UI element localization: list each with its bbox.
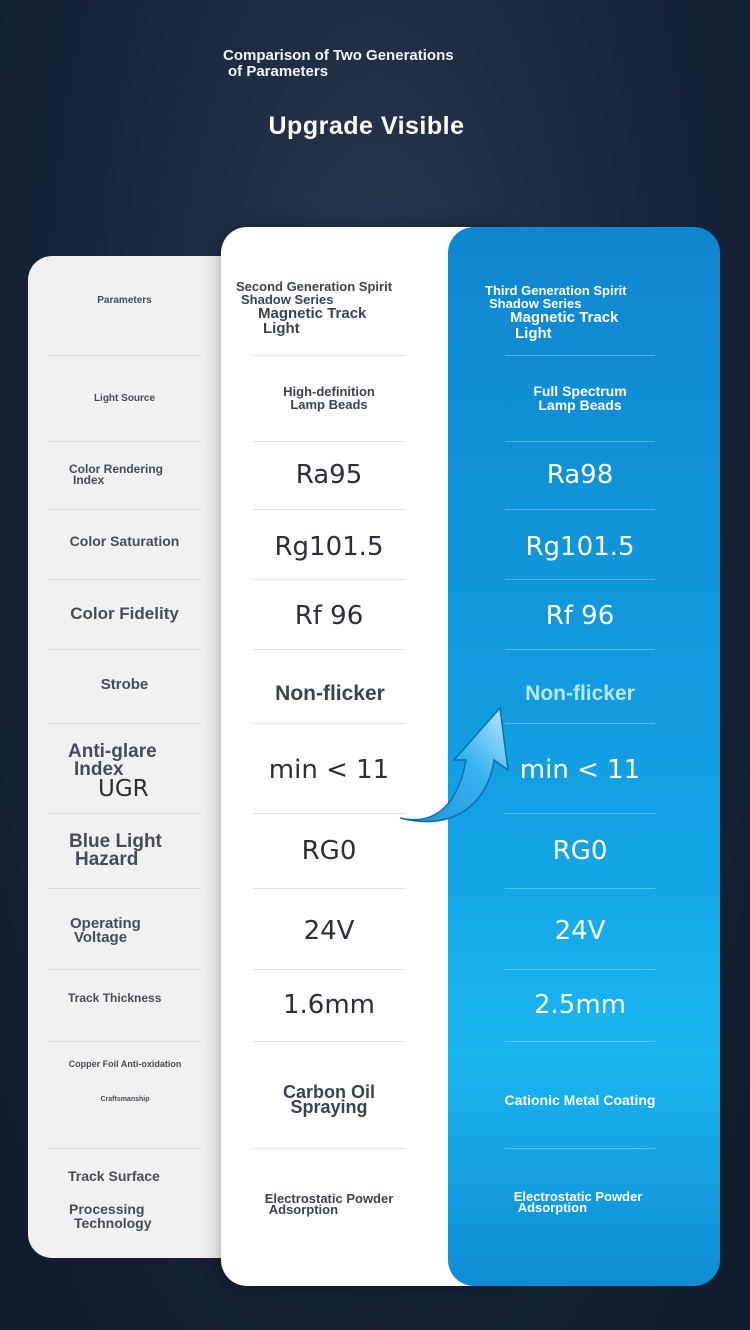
param-anti-glare-index <box>48 736 201 806</box>
third-voltage: 24V <box>554 916 606 946</box>
parameters-header: Parameters <box>97 294 152 306</box>
header-line: Second Generation Spirit <box>236 279 393 294</box>
third-anti-glare: min < 11 <box>519 755 641 785</box>
header-line: Third Generation Spirit <box>485 283 627 298</box>
label-line: Color Rendering <box>69 462 164 476</box>
third-copper-foil: Cationic Metal Coating <box>504 1092 656 1108</box>
divider <box>505 1148 655 1149</box>
divider <box>505 509 655 510</box>
divider <box>253 1148 405 1149</box>
divider <box>48 888 201 889</box>
divider <box>505 579 655 580</box>
divider <box>253 1041 405 1042</box>
second-light-source <box>253 356 405 440</box>
header-line: Shadow Series <box>489 296 582 311</box>
value-line: Spraying <box>290 1097 368 1117</box>
param-light-source: Light Source <box>93 392 156 404</box>
second-fidelity: Rf 96 <box>294 601 364 631</box>
divider <box>48 1041 201 1042</box>
second-strobe: Non-flicker <box>275 682 385 705</box>
third-saturation: Rg101.5 <box>525 532 635 562</box>
third-thickness: 2.5mm <box>533 990 626 1020</box>
label-line: Blue Light <box>69 831 162 852</box>
value-line: Adsorption <box>517 1200 588 1215</box>
divider <box>48 723 201 724</box>
third-blue-light: RG0 <box>552 836 608 866</box>
value-line: Lamp Beads <box>290 397 368 412</box>
value-line: Lamp Beads <box>538 397 622 413</box>
second-voltage: 24V <box>303 916 355 946</box>
page-title: Upgrade Visible <box>268 112 465 140</box>
label-line: Anti-glare <box>68 741 157 762</box>
param-color-saturation: Color Saturation <box>69 533 180 549</box>
param-color-rendering-index <box>48 442 201 508</box>
label-line: UGR <box>98 776 149 802</box>
header-line: Magnetic Track <box>258 305 367 322</box>
second-copper-foil <box>253 1060 405 1140</box>
param-strobe: Strobe <box>100 675 149 693</box>
label-line: Craftsmanship <box>100 1096 150 1103</box>
label-line: Index <box>73 473 105 487</box>
value-line: Electrostatic Powder <box>264 1191 394 1206</box>
third-strobe: Non-flicker <box>525 682 635 705</box>
divider <box>48 1148 201 1149</box>
header-line: Light <box>263 320 300 337</box>
label-line: Track Surface <box>68 1168 160 1184</box>
subtitle-line-1: Comparison of Two Generations <box>223 47 454 64</box>
second-gen-header <box>228 280 438 348</box>
label-line: Processing <box>69 1201 145 1217</box>
divider <box>253 509 405 510</box>
label-line: Hazard <box>75 849 139 870</box>
second-blue-light: RG0 <box>301 836 357 866</box>
param-copper-foil <box>40 1058 210 1124</box>
second-anti-glare: min < 11 <box>268 755 390 785</box>
divider <box>505 1041 655 1042</box>
header-line: Shadow Series <box>241 292 334 307</box>
header-line: Magnetic Track <box>510 309 619 326</box>
label-line: Voltage <box>74 929 128 946</box>
value-line: High-definition <box>283 384 375 399</box>
label-line: Technology <box>74 1215 152 1231</box>
second-track-surface <box>238 1170 420 1238</box>
third-fidelity: Rf 96 <box>545 601 615 631</box>
param-color-fidelity: Color Fidelity <box>70 604 179 623</box>
second-cri: Ra95 <box>295 460 363 490</box>
param-blue-light-hazard <box>48 814 201 888</box>
header-line: Light <box>515 325 552 342</box>
label-line: Operating <box>70 915 141 932</box>
divider <box>253 579 405 580</box>
third-cri: Ra98 <box>546 460 614 490</box>
value-line: Full Spectrum <box>533 383 627 399</box>
divider <box>505 888 655 889</box>
value-line: Adsorption <box>268 1202 339 1217</box>
label-line: Index <box>74 759 124 780</box>
second-thickness: 1.6mm <box>282 990 375 1020</box>
subtitle-line-2: of Parameters <box>228 63 329 80</box>
divider <box>253 888 405 889</box>
param-track-thickness <box>48 970 201 1026</box>
value-line: Electrostatic Powder <box>513 1189 643 1204</box>
param-operating-voltage <box>48 893 201 969</box>
param-track-surface <box>48 1168 201 1248</box>
label-line: Track Thickness <box>68 991 162 1005</box>
label-line: Copper Foil Anti-oxidation <box>68 1059 182 1069</box>
third-track-surface <box>486 1168 670 1236</box>
value-line: Carbon Oil <box>282 1082 375 1102</box>
third-gen-header <box>478 284 698 352</box>
third-light-source <box>490 356 670 440</box>
second-saturation: Rg101.5 <box>274 532 384 562</box>
subtitle <box>223 48 543 80</box>
curved-up-arrow-icon <box>396 700 516 830</box>
